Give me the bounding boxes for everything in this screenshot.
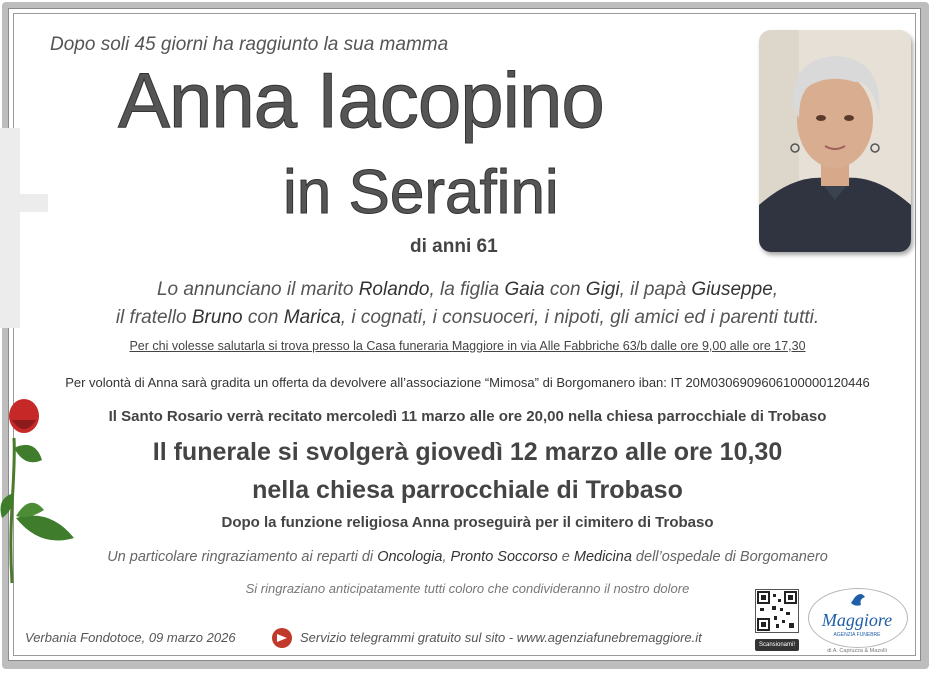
telegram-icon[interactable] — [272, 628, 292, 648]
text-fragment: dell’ospedale di Borgomanero — [631, 549, 828, 565]
intro-line: Dopo soli 45 giorni ha raggiunto la sua mamma — [50, 34, 449, 55]
highlighted-name: Giuseppe — [691, 279, 773, 300]
highlighted-name: Gaia — [504, 279, 545, 300]
place-date: Verbania Fondotoce, 09 marzo 2026 — [25, 630, 236, 645]
announcement-line-1 — [0, 277, 935, 303]
after-service-info: Dopo la funzione religiosa Anna proseguirà per il cimitero di Trobaso — [221, 514, 714, 531]
funeral-line-2: nella chiesa parrocchiale di Trobaso — [252, 476, 683, 504]
text-fragment: Lo annunciano il marito — [156, 279, 359, 300]
text-fragment: con — [242, 307, 284, 328]
deceased-name: Anna Iacopino — [118, 56, 604, 144]
highlighted-name: Medicina — [573, 549, 632, 565]
thanks-advance-line: Si ringraziano anticipatamente tutti coloro che condivideranno il nostro dolore — [245, 581, 690, 596]
qr-caption: Scansionami! — [755, 639, 799, 651]
text-fragment: il fratello — [115, 307, 192, 328]
married-name: in Serafini — [283, 158, 559, 227]
qr-code-icon[interactable] — [755, 589, 799, 633]
agency-logo-name: Maggiore — [821, 610, 893, 630]
age-line: di anni 61 — [410, 236, 498, 257]
telegram-service-link[interactable]: Servizio telegrammi gratuito sul sito - www.agenziafunebremaggiore.it — [300, 630, 702, 645]
visitation-info: Per chi volesse salutarla si trova presso la Casa funeraria Maggiore in via Alle Fabbriche 63/b dalle ore 9,00 alle ore 17,30 — [129, 339, 806, 353]
text-fragment: , la figlia — [429, 279, 505, 300]
thanks-line — [0, 549, 935, 565]
rosary-info: Il Santo Rosario verrà recitato mercoledì 11 marzo alle ore 20,00 nella chiesa parrocchiale di Trobaso — [108, 408, 827, 425]
text-fragment: e — [557, 549, 574, 565]
highlighted-name: Rolando — [358, 279, 430, 300]
text-fragment: , — [442, 549, 451, 565]
highlighted-name: Oncologia — [377, 549, 443, 565]
highlighted-name: Gigi — [585, 279, 620, 300]
highlighted-name: Bruno — [191, 307, 243, 328]
funeral-line-1: Il funerale si svolgerà giovedì 12 marzo alle ore 10,30 — [152, 438, 783, 466]
highlighted-name: Pronto Soccorso — [450, 549, 558, 565]
agency-logo-owner: di A. Capruzza & Mazolli — [827, 648, 887, 654]
text-fragment: , i cognati, i consuoceri, i nipoti, gli amici ed i parenti tutti. — [340, 307, 820, 328]
portrait-photo — [759, 30, 911, 252]
text-fragment: , — [772, 279, 779, 300]
highlighted-name: Marica — [283, 307, 341, 328]
text-fragment: , il papà — [619, 279, 692, 300]
text-fragment: con — [544, 279, 586, 300]
text-fragment: Un particolare ringraziamento ai reparti di — [107, 549, 378, 565]
donation-info: Per volontà di Anna sarà gradita un offerta da devolvere all’associazione “Mimosa” di Borgomanero iban: IT 20M0306909606100000120446 — [65, 375, 870, 390]
announcement-line-2 — [0, 305, 935, 331]
agency-logo-tagline: AGENZIA FUNEBRE — [833, 632, 881, 638]
